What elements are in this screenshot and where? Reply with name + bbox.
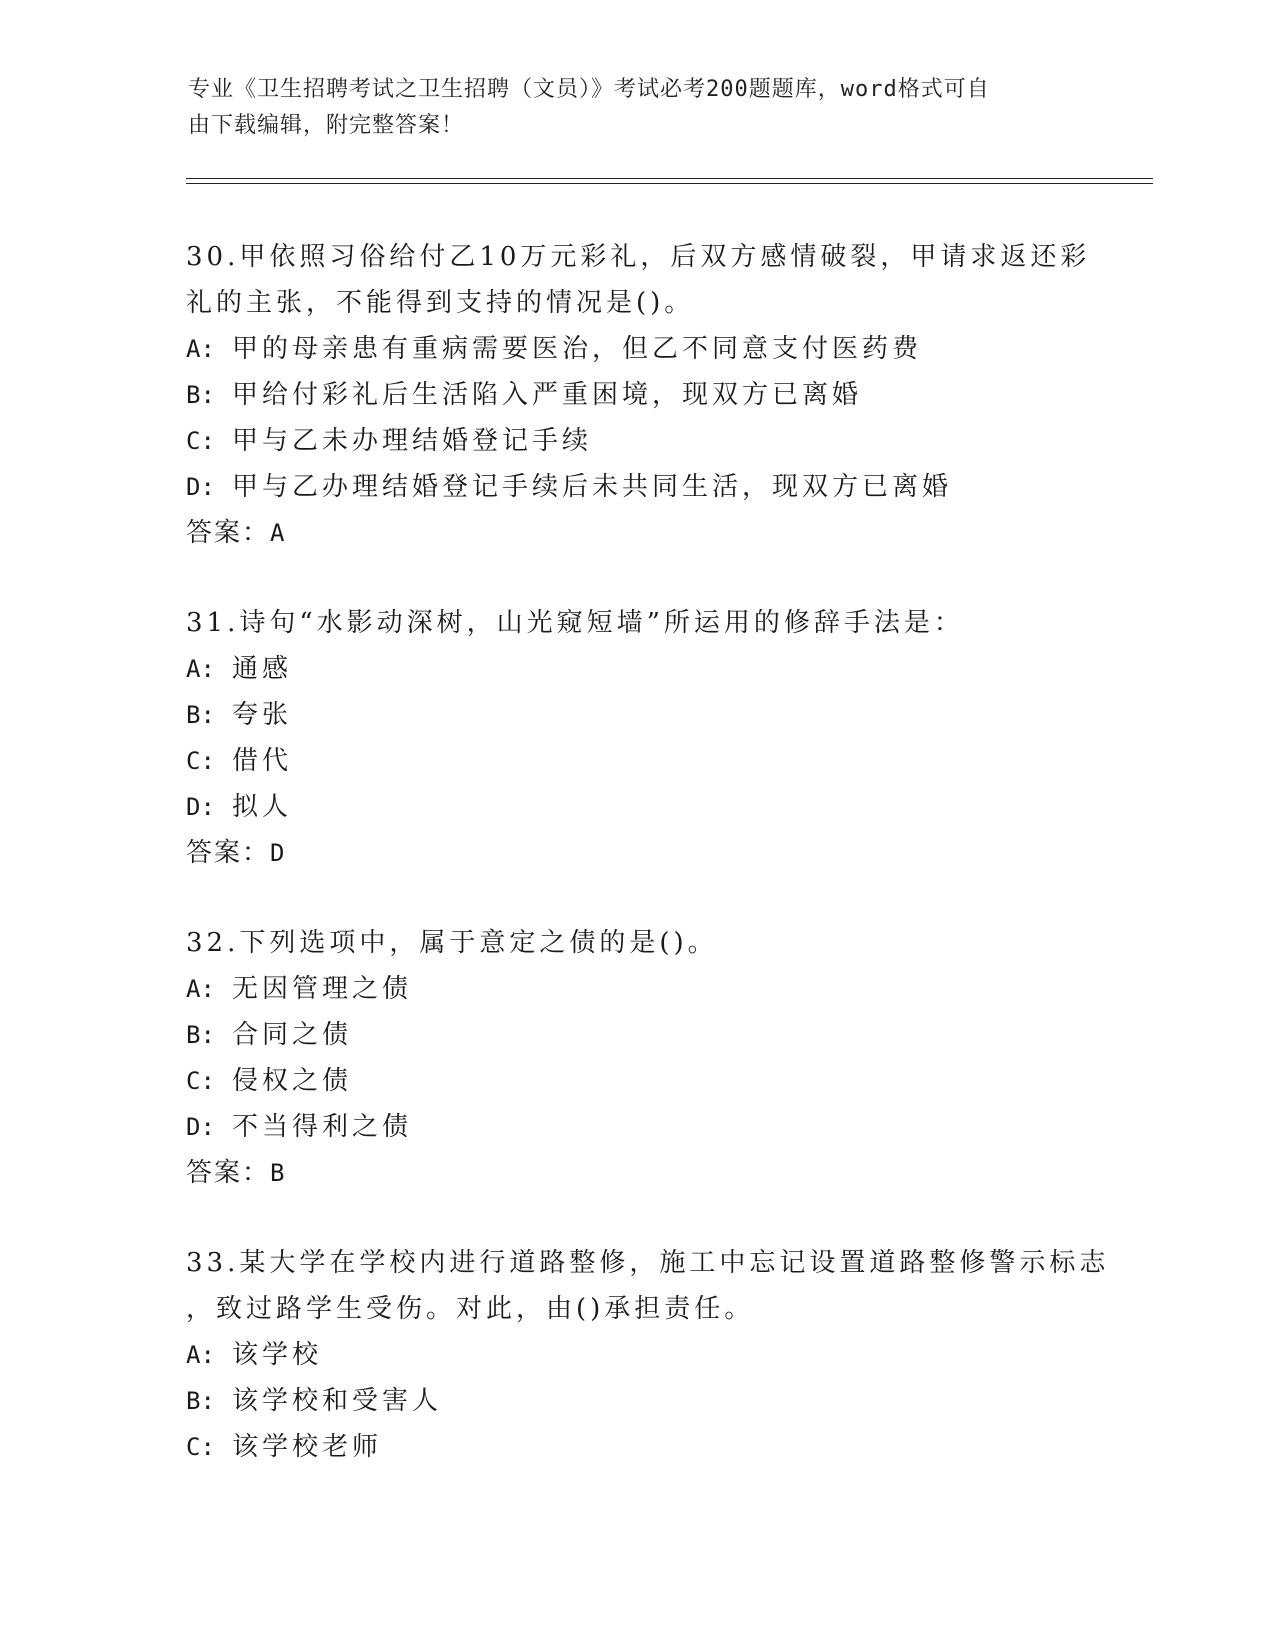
answer-value: D	[270, 839, 287, 867]
option-text: 侵权之债	[232, 1066, 353, 1096]
question-31	[186, 600, 1146, 876]
option-c	[186, 418, 1146, 464]
answer-prefix: 答案：	[186, 838, 271, 868]
option-letter: A:	[186, 975, 215, 1003]
option-letter: C:	[186, 427, 215, 455]
question-stem: 31.诗句“水影动深树，山光窥短墙”所运用的修辞手法是：	[186, 608, 964, 638]
answer-line	[186, 830, 1146, 876]
header-line-2: 由下载编辑，附完整答案！	[188, 113, 465, 138]
option-letter: A:	[186, 1341, 215, 1369]
header-divider-bottom	[186, 183, 1153, 184]
answer-prefix: 答案：	[186, 1158, 271, 1188]
option-text: 甲与乙未办理结婚登记手续	[232, 426, 593, 456]
option-letter: B:	[186, 1021, 215, 1049]
option-c	[186, 1058, 1146, 1104]
option-text: 该学校和受害人	[232, 1386, 443, 1416]
option-text: 合同之债	[232, 1020, 353, 1050]
option-a	[186, 1332, 1146, 1378]
option-b	[186, 692, 1146, 738]
document-header	[188, 72, 1068, 144]
option-letter: C:	[186, 1433, 215, 1461]
option-text: 拟人	[232, 792, 293, 822]
header-divider-top	[186, 178, 1153, 179]
option-letter: C:	[186, 1067, 215, 1095]
option-b	[186, 372, 1146, 418]
option-text: 夸张	[232, 700, 293, 730]
option-letter: C:	[186, 747, 215, 775]
option-text: 无因管理之债	[232, 974, 413, 1004]
question-stem: 32.下列选项中，属于意定之债的是()。	[186, 928, 718, 958]
question-stem-continued: ，致过路学生受伤。对此，由()承担责任。	[186, 1294, 755, 1324]
option-letter: D:	[186, 793, 215, 821]
question-stem-continued: 礼的主张，不能得到支持的情况是()。	[186, 288, 695, 318]
option-text: 借代	[232, 746, 293, 776]
option-b	[186, 1378, 1146, 1424]
answer-line	[186, 1150, 1146, 1196]
option-text: 甲与乙办理结婚登记手续后未共同生活，现双方已离婚	[232, 472, 953, 502]
option-letter: D:	[186, 1113, 215, 1141]
option-letter: B:	[186, 381, 215, 409]
option-text: 通感	[232, 654, 293, 684]
option-b	[186, 1012, 1146, 1058]
option-c	[186, 738, 1146, 784]
option-c	[186, 1424, 1146, 1470]
answer-prefix: 答案：	[186, 518, 271, 548]
option-a	[186, 966, 1146, 1012]
option-d	[186, 1104, 1146, 1150]
option-text: 不当得利之债	[232, 1112, 413, 1142]
option-d	[186, 464, 1146, 510]
question-stem: 33.某大学在学校内进行道路整修，施工中忘记设置道路整修警示标志	[186, 1248, 1110, 1278]
question-stem: 30.甲依照习俗给付乙10万元彩礼，后双方感情破裂，甲请求返还彩	[186, 242, 1091, 272]
answer-value: A	[270, 519, 287, 547]
question-33	[186, 1240, 1146, 1470]
answer-value: B	[270, 1159, 287, 1187]
header-line-1: 专业《卫生招聘考试之卫生招聘（文员）》考试必考200题题库，word格式可自	[188, 77, 990, 102]
option-a	[186, 326, 1146, 372]
option-text: 该学校	[232, 1340, 323, 1370]
option-text: 甲给付彩礼后生活陷入严重困境，现双方已离婚	[232, 380, 863, 410]
option-letter: A:	[186, 335, 215, 363]
option-text: 甲的母亲患有重病需要医治，但乙不同意支付医药费	[232, 334, 923, 364]
option-a	[186, 646, 1146, 692]
option-letter: B:	[186, 1387, 215, 1415]
question-list	[186, 234, 1146, 1514]
question-32	[186, 920, 1146, 1196]
option-letter: D:	[186, 473, 215, 501]
question-30	[186, 234, 1146, 556]
option-d	[186, 784, 1146, 830]
option-text: 该学校老师	[232, 1432, 383, 1462]
option-letter: B:	[186, 701, 215, 729]
option-letter: A:	[186, 655, 215, 683]
answer-line	[186, 510, 1146, 556]
